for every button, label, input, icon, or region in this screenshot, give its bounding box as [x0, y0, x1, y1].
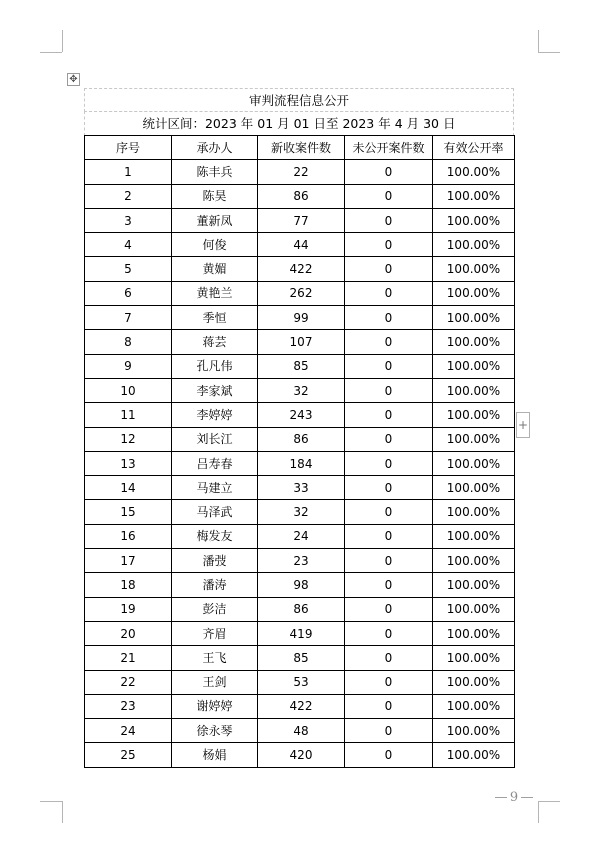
- handler-name: 黄媚: [172, 257, 258, 281]
- row-index: 2: [85, 184, 172, 208]
- publication-rate: 100.00%: [433, 378, 515, 402]
- unpublished-cases: 0: [345, 233, 433, 257]
- row-index: 16: [85, 524, 172, 548]
- new-cases: 22: [258, 160, 345, 184]
- table-row: [85, 573, 515, 597]
- publication-rate: 100.00%: [433, 500, 515, 524]
- new-cases: 32: [258, 500, 345, 524]
- row-index: 14: [85, 476, 172, 500]
- unpublished-cases: 0: [345, 719, 433, 743]
- table-row: [85, 160, 515, 184]
- row-index: 5: [85, 257, 172, 281]
- handler-name: 孔凡伟: [172, 354, 258, 378]
- table-row: [85, 378, 515, 402]
- handler-name: 陈昊: [172, 184, 258, 208]
- unpublished-cases: 0: [345, 427, 433, 451]
- row-index: 18: [85, 573, 172, 597]
- unpublished-cases: 0: [345, 257, 433, 281]
- table-row: [85, 403, 515, 427]
- table-row: [85, 184, 515, 208]
- table-row: [85, 257, 515, 281]
- unpublished-cases: 0: [345, 524, 433, 548]
- unpublished-cases: 0: [345, 208, 433, 232]
- handler-name: 徐永琴: [172, 719, 258, 743]
- publication-rate: 100.00%: [433, 354, 515, 378]
- table-row: [85, 354, 515, 378]
- new-cases: 86: [258, 184, 345, 208]
- new-cases: 86: [258, 427, 345, 451]
- crop-mark-top-right: [538, 52, 560, 53]
- unpublished-cases: 0: [345, 160, 433, 184]
- unpublished-cases: 0: [345, 378, 433, 402]
- publication-rate: 100.00%: [433, 184, 515, 208]
- unpublished-cases: 0: [345, 476, 433, 500]
- handler-name: 潘弢: [172, 549, 258, 573]
- row-index: 1: [85, 160, 172, 184]
- add-row-plus-icon[interactable]: +: [516, 412, 530, 438]
- publication-rate: 100.00%: [433, 451, 515, 475]
- handler-name: 黄艳兰: [172, 281, 258, 305]
- new-cases: 85: [258, 354, 345, 378]
- table-header-row: [85, 136, 515, 160]
- table-row: [85, 549, 515, 573]
- statistics-table: [84, 135, 515, 768]
- page-number: 9: [509, 790, 519, 805]
- publication-rate: 100.00%: [433, 160, 515, 184]
- publication-rate: 100.00%: [433, 549, 515, 573]
- row-index: 11: [85, 403, 172, 427]
- new-cases: 33: [258, 476, 345, 500]
- unpublished-cases: 0: [345, 621, 433, 645]
- row-index: 13: [85, 451, 172, 475]
- row-index: 7: [85, 306, 172, 330]
- crop-mark-top-left: [40, 52, 62, 53]
- new-cases: 77: [258, 208, 345, 232]
- publication-rate: 100.00%: [433, 233, 515, 257]
- column-header: 新收案件数: [258, 136, 345, 160]
- column-header: 有效公开率: [433, 136, 515, 160]
- handler-name: 马建立: [172, 476, 258, 500]
- table-row: [85, 670, 515, 694]
- table-row: [85, 233, 515, 257]
- publication-rate: 100.00%: [433, 621, 515, 645]
- new-cases: 44: [258, 233, 345, 257]
- new-cases: 422: [258, 257, 345, 281]
- handler-name: 王飞: [172, 646, 258, 670]
- unpublished-cases: 0: [345, 403, 433, 427]
- table-row: [85, 306, 515, 330]
- unpublished-cases: 0: [345, 573, 433, 597]
- unpublished-cases: 0: [345, 330, 433, 354]
- handler-name: 吕寿春: [172, 451, 258, 475]
- handler-name: 季恒: [172, 306, 258, 330]
- publication-rate: 100.00%: [433, 573, 515, 597]
- table-row: [85, 621, 515, 645]
- footer-dash: [521, 797, 533, 798]
- publication-rate: 100.00%: [433, 743, 515, 767]
- table-row: [85, 719, 515, 743]
- table-row: [85, 330, 515, 354]
- publication-rate: 100.00%: [433, 330, 515, 354]
- statistics-range: 统计区间：2023 年 01 月 01 日至 2023 年 4 月 30 日: [84, 111, 514, 136]
- new-cases: 53: [258, 670, 345, 694]
- new-cases: 85: [258, 646, 345, 670]
- handler-name: 齐眉: [172, 621, 258, 645]
- handler-name: 蒋芸: [172, 330, 258, 354]
- table-row: [85, 476, 515, 500]
- handler-name: 何俊: [172, 233, 258, 257]
- publication-rate: 100.00%: [433, 597, 515, 621]
- unpublished-cases: 0: [345, 670, 433, 694]
- table-row: [85, 427, 515, 451]
- new-cases: 48: [258, 719, 345, 743]
- column-header: 承办人: [172, 136, 258, 160]
- new-cases: 262: [258, 281, 345, 305]
- crop-mark-top-left: [62, 30, 63, 52]
- table-body: [85, 160, 515, 767]
- publication-rate: 100.00%: [433, 403, 515, 427]
- table-row: [85, 694, 515, 718]
- handler-name: 谢婷婷: [172, 694, 258, 718]
- new-cases: 86: [258, 597, 345, 621]
- crop-mark-top-right: [538, 30, 539, 52]
- new-cases: 419: [258, 621, 345, 645]
- publication-rate: 100.00%: [433, 306, 515, 330]
- new-cases: 184: [258, 451, 345, 475]
- row-index: 3: [85, 208, 172, 232]
- table-title: 审判流程信息公开: [84, 88, 514, 112]
- new-cases: 32: [258, 378, 345, 402]
- handler-name: 陈丰兵: [172, 160, 258, 184]
- table-row: [85, 743, 515, 767]
- table-row: [85, 281, 515, 305]
- column-header: 序号: [85, 136, 172, 160]
- handler-name: 潘涛: [172, 573, 258, 597]
- new-cases: 422: [258, 694, 345, 718]
- handler-name: 李婷婷: [172, 403, 258, 427]
- publication-rate: 100.00%: [433, 670, 515, 694]
- handler-name: 杨娟: [172, 743, 258, 767]
- handler-name: 刘长江: [172, 427, 258, 451]
- row-index: 17: [85, 549, 172, 573]
- unpublished-cases: 0: [345, 500, 433, 524]
- row-index: 22: [85, 670, 172, 694]
- unpublished-cases: 0: [345, 281, 433, 305]
- row-index: 6: [85, 281, 172, 305]
- publication-rate: 100.00%: [433, 694, 515, 718]
- new-cases: 107: [258, 330, 345, 354]
- publication-rate: 100.00%: [433, 427, 515, 451]
- row-index: 21: [85, 646, 172, 670]
- crop-mark-bottom-left: [62, 801, 63, 823]
- table-row: [85, 208, 515, 232]
- handler-name: 董新凤: [172, 208, 258, 232]
- new-cases: 24: [258, 524, 345, 548]
- handler-name: 梅发友: [172, 524, 258, 548]
- handler-name: 马泽武: [172, 500, 258, 524]
- handler-name: 彭洁: [172, 597, 258, 621]
- row-index: 4: [85, 233, 172, 257]
- table-row: [85, 646, 515, 670]
- table-row: [85, 500, 515, 524]
- row-index: 9: [85, 354, 172, 378]
- unpublished-cases: 0: [345, 743, 433, 767]
- unpublished-cases: 0: [345, 694, 433, 718]
- publication-rate: 100.00%: [433, 257, 515, 281]
- publication-rate: 100.00%: [433, 524, 515, 548]
- unpublished-cases: 0: [345, 354, 433, 378]
- footer-dash: [495, 797, 507, 798]
- publication-rate: 100.00%: [433, 281, 515, 305]
- new-cases: 420: [258, 743, 345, 767]
- new-cases: 99: [258, 306, 345, 330]
- unpublished-cases: 0: [345, 184, 433, 208]
- row-index: 25: [85, 743, 172, 767]
- table-row: [85, 451, 515, 475]
- new-cases: 98: [258, 573, 345, 597]
- column-header: 未公开案件数: [345, 136, 433, 160]
- row-index: 8: [85, 330, 172, 354]
- handler-name: 李家斌: [172, 378, 258, 402]
- page-number-footer: [484, 789, 544, 807]
- row-index: 19: [85, 597, 172, 621]
- publication-rate: 100.00%: [433, 208, 515, 232]
- crop-mark-bottom-left: [40, 801, 62, 802]
- unpublished-cases: 0: [345, 597, 433, 621]
- unpublished-cases: 0: [345, 646, 433, 670]
- table-row: [85, 597, 515, 621]
- new-cases: 243: [258, 403, 345, 427]
- unpublished-cases: 0: [345, 549, 433, 573]
- row-index: 10: [85, 378, 172, 402]
- row-index: 24: [85, 719, 172, 743]
- row-index: 15: [85, 500, 172, 524]
- unpublished-cases: 0: [345, 451, 433, 475]
- table-row: [85, 524, 515, 548]
- publication-rate: 100.00%: [433, 719, 515, 743]
- publication-rate: 100.00%: [433, 646, 515, 670]
- table-move-handle-icon[interactable]: ✥: [67, 73, 80, 86]
- row-index: 12: [85, 427, 172, 451]
- publication-rate: 100.00%: [433, 476, 515, 500]
- row-index: 20: [85, 621, 172, 645]
- unpublished-cases: 0: [345, 306, 433, 330]
- new-cases: 23: [258, 549, 345, 573]
- row-index: 23: [85, 694, 172, 718]
- handler-name: 王剑: [172, 670, 258, 694]
